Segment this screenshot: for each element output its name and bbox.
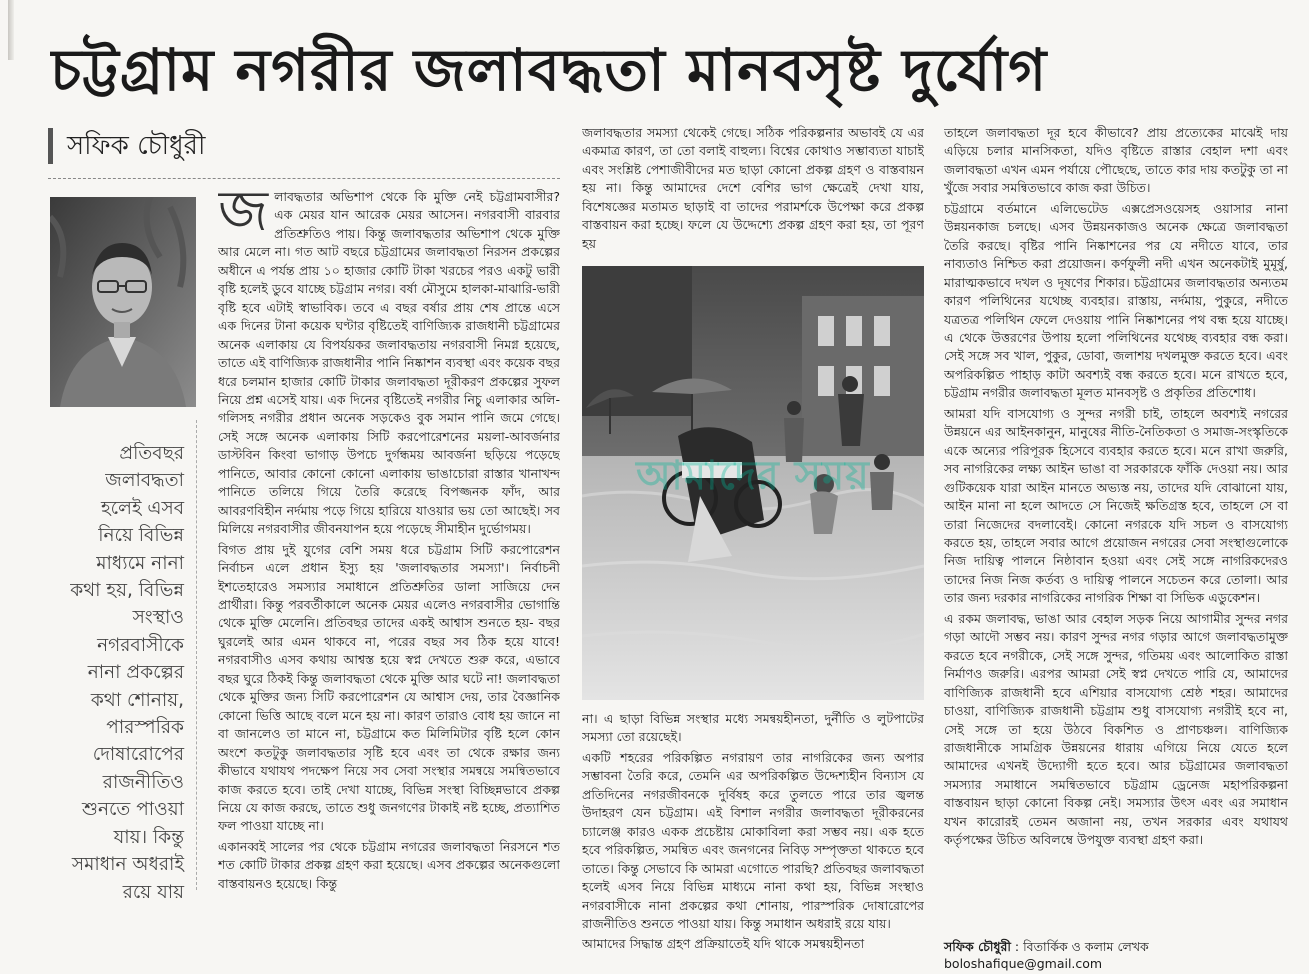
paragraph: লাবদ্ধতার অভিশাপ থেকে কি মুক্তি নেই চট্টগ্রামবাসীর? এক মেয়র যান আরেক মেয়র আসেন। নগরবাসী বারবার প্রতিশ্রুতিও পায়। কিন্তু জলাবদ্ধতার অভিশাপ থেকে মুক্তি আর মেলে না। গত আট বছরে চট্টগ্রামের জলাবদ্ধতা নিরসন প্রকল্পের অধীনে এ পর্যন্ত প্রায় ১০ হাজার কোটি টাকা খরচের পরও একটু ভারী বৃষ্টি হলেই ডুবে যাচ্ছে চট্টগ্রাম নগর। বর্ষা মৌসুমে হালকা-মাঝারি-ভারী বৃষ্টি হবে এটাই স্বাভাবিক। তবে এ বছর বর্ষার প্রায় শেষ প্রান্তে এসে এক দিনের টানা কয়েক ঘণ্টার বৃষ্টিতেই বাণিজ্যিক রাজধানী চট্টগ্রামের অনেক এলাকায় যে বিপর্যয়কর জলাবদ্ধতায় নগরবাসী নিমগ্ন হয়েছে, তাতে এই বাণিজ্যিক রাজধানীর পানি নিষ্কাশন ব্যবস্থা এবং কয়েক বছর ধরে চলমান হাজার কোটি টাকার জলাবদ্ধতা দূরীকরণ প্রকল্পের সুফল নিয়ে প্রশ্ন এসেই যায়। এক দিনের বৃষ্টিতেই নগরীর নিচু এলাকার অলি-গলিসহ নগরীর প্রধান অনেক সড়কেও বুক সমান পানি জমে গেছে। সেই সঙ্গে অনেক এলাকায় সিটি করপোরেশনের ময়লা-আবর্জনার ডাস্টবিন কিংবা ভাগাড় উপচে দুর্গন্ধময় আবর্জনা ছড়িয়ে পড়েছে পানিতে, আবার কোনো কোনো এলাকায় ভাঙাচোরা রাস্তার খানাখন্দ পানিতে তলিয়ে গিয়ে তৈরি করেছে বিপজ্জনক ফাঁদ, আর আবরণবিহীন নর্দমায় পড়ে গিয়ে হারিয়ে যাওয়ার ভয় তো আছেই। সব মিলিয়ে নগরবাসীর জীবনযাপন হয়ে পড়েছে সীমাহীন দুর্ভোগময়। [218, 189, 560, 537]
paragraph: না। এ ছাড়া বিভিন্ন সংস্থার মধ্যে সমন্বয়হীনতা, দুর্নীতি ও লুটপাটের সমস্যা তো রয়েছেই। [582, 711, 924, 745]
pull-quote-line: নগরবাসীকে [97, 634, 184, 656]
pull-quote-line: জলাবদ্ধতা [105, 470, 184, 492]
paragraph: একটি শহরের পরিকল্পিত নগরায়ণ তার নাগরিকের জন্য অপার সম্ভাবনা তৈরি করে, তেমনি এর অপরিকল্পিত উদ্দেশ্যহীন বিন্যাস যে প্রতিদিনের নগরজীবনকে দুর্বিষহ করে তুলতে পারে তার জ্বলন্ত উদাহরণ যেন চট্টগ্রাম। এই বিশাল নগরীর জলাবদ্ধতা দূরীকরনের চ্যালেঞ্জ কারও একক প্রচেষ্টায় মোকাবিলা করা সম্ভব নয়। এক হতে হবে পরিকল্পিত, সমন্বিত এবং জনগনের নিবিড় সম্পৃক্ততা থাকতে হবে তাতে। কিন্তু সেভাবে কি আমরা এগোতে পারছি? প্রতিবছর জলাবদ্ধতা হলেই এসব নিয়ে বিভিন্ন মাধ্যমে নানা কথা হয়, বিভিন্ন সংস্থাও নগরবাসীকে নানা প্রকল্পের কথা শোনায়, পারস্পরিক দোষারোপের রাজনীতিও শুনতে পাওয়া যায়। কিন্তু সমাধান অধরাই রয়ে যায়। [582, 749, 924, 931]
article-column-2-top [582, 124, 924, 254]
pull-quote-line: মাধ্যমে নানা [96, 552, 184, 574]
author-email[interactable]: boloshafique@gmail.com [944, 956, 1103, 971]
drop-cap: জ [218, 188, 269, 244]
column-divider [196, 420, 197, 890]
paragraph: আমরা যদি বাসযোগ্য ও সুন্দর নগরী চাই, তাহলে অবশ্যই নগরের উন্নয়নে এর আইনকানুন, মানুষের নীতি-নৈতিকতা ও সমাজ-সংস্কৃতিকে একে অন্যের পরিপূরক হিসেবে ব্যবহার করতে হবে। মনে রাখা জরুরি, সব নাগরিকের লক্ষ্য আইন ভাঙা বা সরকারকে ফাঁকি দেওয়া নয়। আর গুটিকয়েক যারা আইন মানতে অভ্যস্ত নয়, তাদের যদি বোঝানো যায়, আইন মানা না হলে আদতে সে নিজেই ক্ষতিগ্রস্ত হবে, তাহলে সে বা তারা নিজেদের বদলাবেই। কোনো নগরকে যদি সচল ও বাসযোগ্য করতে হয়, তাহলে সবার আগে প্রয়োজন নগরের সেবা সংস্থাগুলোকে নিজ দায়িত্ব পালনে নিষ্ঠাবান হওয়া এবং সেই সঙ্গে নাগরিকদেরও তাদের নিজ নিজ কর্তব্য ও দায়িত্ব পালনে সচেতন করে তোলা। আর তার জন্য দরকার নাগরিকের নাগরিক শিক্ষা বা সিভিক এডুকেশন। [944, 405, 1288, 606]
pull-quote-line: শুনতে পাওয়া [82, 799, 184, 821]
byline-divider [48, 178, 560, 179]
paragraph: তাহলে জলাবদ্ধতা দূর হবে কীভাবে? প্রায় প্রত্যেকের মাঝেই দায় এড়িয়ে চলার মানসিকতা, যদিও বৃষ্টিতে রাস্তার বেহাল দশা এবং জলাবদ্ধতা এখন এমন পর্যায়ে পৌছেছে, তাতে কার দায় কতটুকু তা না খুঁজে সবার সমন্বিতভাবে কাজ করা উচিত। [944, 125, 1288, 196]
paragraph: একানব্বই সালের পর থেকে চট্টগ্রাম নগরের জলাবদ্ধতা নিরসনে শত শত কোটি টাকার প্রকল্প গ্রহণ করা হয়েছে। এসব প্রকল্পের অনেকগুলো বাস্তবায়নও হয়েছে। কিন্তু [218, 838, 560, 891]
author-signoff [944, 938, 1288, 972]
paragraph: বিগত প্রায় দুই যুগের বেশি সময় ধরে চট্টগ্রাম সিটি করপোরেশন নির্বাচন এলে প্রধান ইস্যু হয় 'জলাবদ্ধতার সমস্যা'। নির্বাচনী ইশতেহারেও সমস্যার সমাধানে প্রতিশ্রুতির ডালা সাজিয়ে দেন প্রার্থীরা। কিন্তু পরবর্তীকালে অনেক মেয়র এলেও নগরবাসীর ভোগান্তি থেকে মুক্তি মেলেনি। প্রতিবছর তাদের একই আশ্বাস শুনতে হয়- বছর ঘুরলেই আর এমন থাকবে না, পরের বছর সব ঠিক হয়ে যাবে! নগরবাসীও এসব কথায় আশ্বস্ত হয়ে স্বপ্ন দেখতে শুরু করে, এভাবে বছর ঘুরে ঠিকই কিন্তু জলাবদ্ধতা থেকে মুক্তি আর ঘটে না! জলাবদ্ধতা থেকে মুক্তির জন্য সিটি করপোরেশন যে আশ্বাস দেয়, তার বৈজ্ঞানিক কোনো ভিত্তি আছে বলে মনে হয় না। কারণ তারাও বোধ হয় জানে না বা জানলেও তা মানে না, চট্টগ্রামে কত মিলিমিটার বৃষ্টি হলে কোন অংশে কতটুকু জলাবদ্ধতার সৃষ্টি হবে এবং তা থেকে রক্ষার জন্য কীভাবে যথাযথ পদক্ষেপ নিয়ে সব সেবা সংস্থার সমন্বয়ে সমন্বিতভাবে কাজ করতে হবে। তাই দেখা যাচ্ছে, বিভিন্ন সংস্থা বিচ্ছিন্নভাবে প্রকল্প নিয়ে যে কাজ করছে, তাতে শুধু জনগণের টাকাই নষ্ট হচ্ছে, প্রত্যাশিত ফল পাওয়া যাচ্ছে না। [218, 541, 560, 834]
article-column-2-bottom [582, 710, 924, 974]
author-photo [50, 197, 196, 407]
pull-quote-line: প্রতিবছর [119, 443, 184, 464]
article-column-1 [218, 188, 560, 974]
headline: চট্টগ্রাম নগরীর জলাবদ্ধতা মানবসৃষ্ট দুর্যোগ [50, 36, 1048, 104]
pull-quote-line: পারস্পরিক [106, 717, 184, 739]
pull-quote-line: রাজনীতিও [102, 771, 184, 793]
signoff-role: : বিতার্কিক ও কলাম লেখক [1014, 939, 1149, 954]
watermark: আমাদের সময় [636, 453, 870, 499]
pull-quote-line: সমাধান অধরাই [71, 854, 184, 876]
pull-quote-line: সংস্থাও [132, 607, 184, 629]
pull-quote-line: যায়। কিন্তু [113, 826, 184, 848]
paragraph: এ রকম জলাবদ্ধ, ভাঙা আর বেহাল সড়ক নিয়ে আগামীর সুন্দর নগর গড়া আদৌ সম্ভব নয়। কারণ সুন্দর নগর গড়ার আগে জলাবদ্ধতামুক্ত করতে হবে নগরীকে, সেই সঙ্গে সুন্দর, গতিময় এবং আলোকিত রাস্তা নির্মাণও জরুরি। এরপর আমরা সেই স্বপ্ন দেখতে পারি যে, আমাদের বাণিজ্যিক রাজধানী হবে এশিয়ার বাসযোগ্য শ্রেষ্ঠ শহর। আমাদের চাওয়া, বাণিজ্যিক রাজধানী চট্টগ্রাম শুধু বাসযোগ্য নগরীই হবে না, সেই সঙ্গে তা হয়ে উঠবে বিকশিত ও প্রাণচঞ্চল। বাণিজ্যিক রাজধানীকে সামগ্রিক উন্নয়নের ধারায় এগিয়ে নিয়ে যেতে হলে আমাদের এখনই উদ্যোগী হতে হবে। আর চট্টগ্রামের জলাবদ্ধতা সমস্যার সমাধানে সমন্বিতভাবে চট্টগ্রাম ড্রেনেজ মহাপরিকল্পনা বাস্তবায়ন ছাড়া কোনো বিকল্প নেই। সমস্যার উৎস এবং এর সমাধান যখন কারোরই তেমন অজানা নয়, তখন সরকার এবং যথাযথ কর্তৃপক্ষের উচিত অবিলম্বে উপযুক্ত ব্যবস্থা গ্রহণ করা। [944, 610, 1288, 848]
paragraph: জলাবদ্ধতার সমস্যা থেকেই গেছে। সঠিক পরিকল্পনার অভাবই যে এর একমাত্র কারণ, তা তো বলাই বাহুল্য। বিশ্বের কোথাও সম্ভাব্যতা যাচাই এবং সংশ্লিষ্ট পেশাজীবীদের মত ছাড়া কোনো প্রকল্প গ্রহণ ও বাস্তবায়ন হয় না। কিন্তু আমাদের দেশে বেশির ভাগ ক্ষেত্রেই দেখা যায়, বিশেষজ্ঞের মতামত ছাড়াই বা তাদের পরামর্শকে উপেক্ষা করে প্রকল্প বাস্তবায়ন করা হচ্ছে। ফলে যে উদ্দেশ্যে প্রকল্প গ্রহণ করা হয়, তা পূরণ হয় [582, 125, 924, 251]
pull-quote-line: দোষারোপের [92, 744, 184, 766]
pull-quote-line: কথা শোনায়, [90, 689, 184, 711]
article-column-3 [944, 124, 1288, 934]
page-fold-shadow [8, 0, 14, 60]
paragraph: চট্টগ্রামে বর্তমানে এলিভেটেড এক্সপ্রেসওয়েসহ ওয়াসার নানা উন্নয়নকাজ চলছে। এসব উন্নয়নকাজও অনেক ক্ষেত্রে জলাবদ্ধতা তৈরি করছে। বৃষ্টির পানি নিষ্কাশনের পর যে নদীতে যাবে, তার নাব্যতাও নিশ্চিত করা প্রয়োজন। কর্ণফুলী নদী এখন অনেকটাই মুমূর্ষু, মারাত্মকভাবে দখল ও দূষণের শিকার। চট্টগ্রামের জলাবদ্ধতার অন্যতম কারণ পলিথিনের যথেচ্ছ ব্যবহার। রাস্তায়, নর্দমায়, পুকুরে, নদীতে যত্রতত্র পলিথিন ফেলে দেওয়ায় পানি নিষ্কাশনের পথ বন্ধ হয়ে যাচ্ছে। এ থেকে উত্তরণের উপায় হলো পলিথিনের যথেচ্ছ ব্যবহার বন্ধ করা। সেই সঙ্গে সব খাল, পুকুর, ডোবা, জলাশয় দখলমুক্ত করতে হবে। এবং অপরিকল্পিত পাহাড় কাটা অবশ্যই বন্ধ করতে হবে। মনে রাখতে হবে, চট্টগ্রাম নগরীর জলাবদ্ধতা মূলত মানবসৃষ্ট ও প্রকৃতির প্রতিশোধ। [944, 200, 1288, 401]
pull-quote-line: কথা হয়, বিভিন্ন [70, 580, 184, 602]
pull-quote-line: নিয়ে বিভিন্ন [98, 525, 184, 547]
pull-quote-line: রয়ে যায় [122, 881, 184, 903]
pull-quote-line: হলেই এসব [100, 497, 184, 519]
paragraph: আমাদের সিদ্ধান্ত গ্রহণ প্রক্রিয়াতেই যদি থাকে সমন্বয়হীনতা [582, 936, 865, 952]
byline: সফিক চৌধুরী [48, 128, 205, 164]
flood-photo [582, 266, 924, 700]
signoff-name: সফিক চৌধুরী [944, 939, 1011, 954]
pull-quote-line: নানা প্রকল্পের [87, 662, 184, 684]
pull-quote [44, 440, 184, 906]
